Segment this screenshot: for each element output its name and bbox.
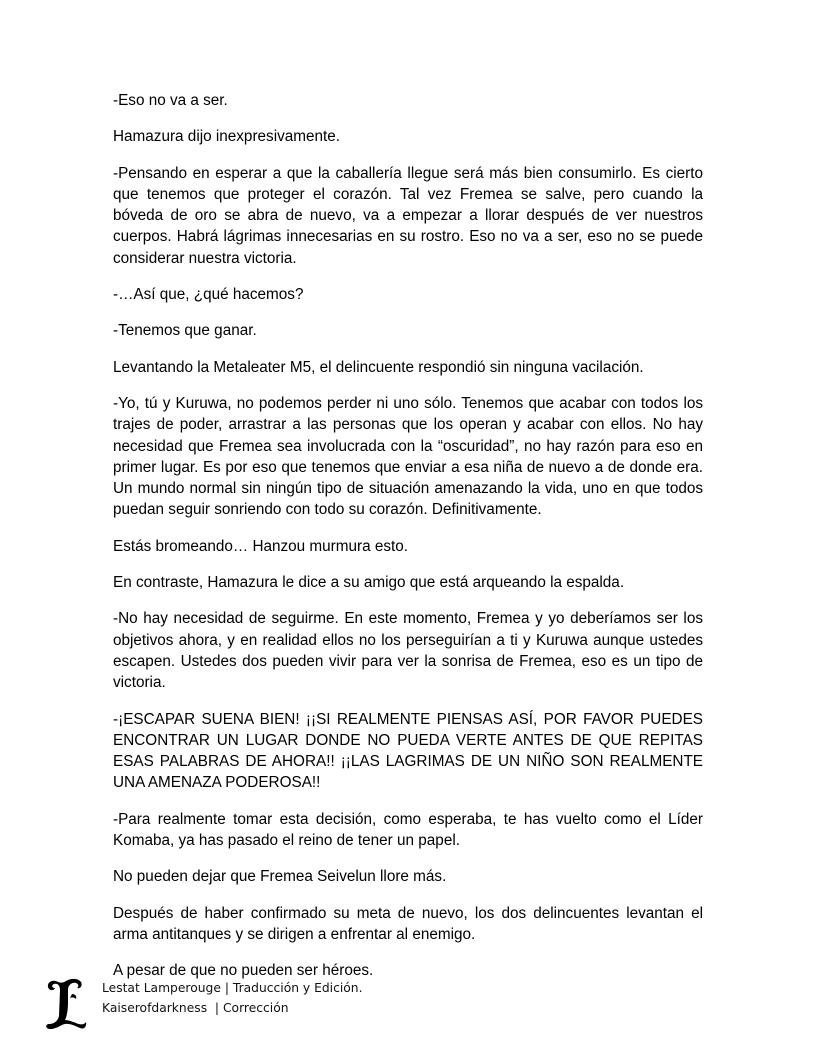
paragraph: Levantando la Metaleater M5, el delincuente respondió sin ninguna vacilación. (113, 358, 644, 376)
gothic-l-logo-icon (44, 976, 88, 1032)
paragraph: Estás bromeando… Hanzou murmura esto. (113, 537, 409, 555)
footer-credit-translation: Lestat Lamperouge | Traducción y Edición. (102, 981, 363, 995)
paragraph: Hamazura dijo inexpresivamente. (113, 128, 341, 146)
document-body (113, 90, 703, 997)
paragraph: -Yo, tú y Kuruwa, no podemos perder ni uno sólo. Tenemos que acabar con todos los trajes de poder, arrastrar a las personas que los operan y acabar con ellos. No hay necesidad que Fremea sea involucrada con la “oscuridad”, no hay razón para eso en primer lugar. Es por eso que tenemos que enviar a esa niña de nuevo a de donde era. Un mundo normal sin ningún tipo de situación amenazando la vida, uno en que todos puedan seguir sonriendo con todo su corazón. Definitivamente. (113, 394, 703, 519)
paragraph: No pueden dejar que Fremea Seivelun llore más. (113, 868, 447, 886)
paragraph: -…Así que, ¿qué hacemos? (113, 286, 304, 304)
paragraph: Después de haber confirmado su meta de nuevo, los dos delincuentes levantan el arma antitanques y se dirigen a enfrentar al enemigo. (113, 904, 703, 943)
paragraph: -Para realmente tomar esta decisión, como esperaba, te has vuelto como el Líder Komaba, ya has pasado el reino de tener un papel. (113, 810, 703, 850)
paragraph: A pesar de que no pueden ser héroes. (113, 962, 374, 980)
footer-credits (102, 978, 363, 1018)
paragraph: -Tenemos que ganar. (113, 322, 257, 340)
paragraph: En contraste, Hamazura le dice a su amigo que está arqueando la espalda. (113, 574, 625, 592)
paragraph: -No hay necesidad de seguirme. En este momento, Fremea y yo deberíamos ser los objetivos ahora, y en realidad ellos no los perseguirían a ti y Kuruwa aunque ustedes escapen. Ustedes dos pueden vivir para ver la sonrisa de Fremea, eso es un tipo de victoria. (113, 610, 703, 692)
page-footer (44, 976, 444, 1036)
paragraph: -Pensando en esperar a que la caballería llegue será más bien consumirlo. Es cierto que tenemos que proteger el corazón. Tal vez Fremea se salve, pero cuando la bóveda de oro se abra de nuevo, va a empezar a llorar después de ver nuestros cuerpos. Habrá lágrimas innecesarias en su rostro. Eso no va a ser, eso no se puede considerar nuestra victoria. (113, 164, 703, 267)
paragraph: -Eso no va a ser. (113, 92, 228, 109)
footer-credit-correction: Kaiserofdarkness | Corrección (102, 1001, 289, 1015)
paragraph: -¡ESCAPAR SUENA BIEN! ¡¡SI REALMENTE PIENSAS ASÍ, POR FAVOR PUEDES ENCONTRAR UN LUGAR DONDE NO PUEDA VERTE ANTES DE QUE REPITAS ESAS PALABRAS DE AHORA!! ¡¡LAS LAGRIMAS DE UN NIÑO SON REALMENTE UNA AMENAZA PODEROSA!! (113, 710, 703, 792)
